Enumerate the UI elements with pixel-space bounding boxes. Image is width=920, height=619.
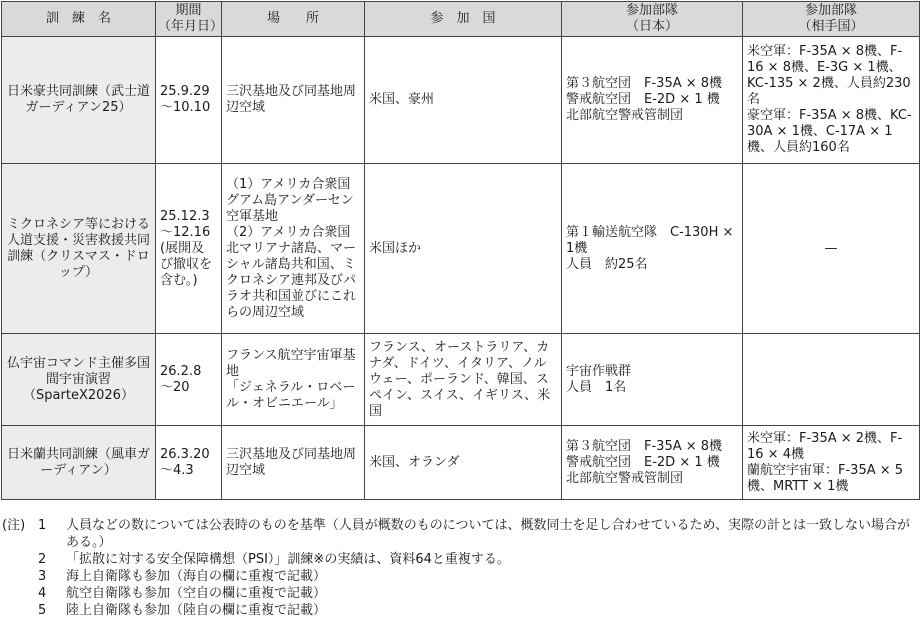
note-number: 2 — [38, 552, 47, 567]
exercise-countries: 米国、オランダ — [365, 426, 562, 500]
exercise-units-partner: 米空軍：F-35A × 8機、F-16 × 8機、E-3G × 1機、KC-135 × 2機、人員約230名 豪空軍：F-35A × 8機、KC-30A × 1機、C-17A × 1機、人員約160名 — [743, 37, 920, 164]
exercise-period: 26.2.8 〜20 — [156, 334, 222, 426]
notes-label: (注) — [2, 518, 26, 533]
exercise-period: 26.3.20 〜4.3 — [156, 426, 222, 500]
exercise-units-partner: — — [743, 164, 920, 334]
note-text: 「拡散に対する安全保障構想（PSI）」訓練※の実績は、資料64と重複する。 — [66, 552, 510, 567]
note-text: 海上自衛隊も参加（海自の欄に重複で記載） — [66, 569, 327, 584]
header-countries: 参 加 国 — [365, 2, 562, 37]
exercise-units-japan: 第３航空団 F-35A × 8機 警戒航空団 E-2D × 1 機 北部航空警戒管制団 — [562, 426, 743, 500]
header-units-partner: 参加部隊 （相手国） — [743, 2, 920, 37]
header-row — [2, 2, 920, 37]
exercise-name: 日米豪共同訓練（武士道ガーディアン25） — [2, 37, 156, 164]
note-text: 人員などの数については公表時のものを基準（人員が概数のものについては、概数同士を足し合わせているため、実際の計とは一致しない場合がある。） — [66, 518, 910, 550]
exercise-countries: フランス、オーストラリア、カナダ、ドイツ、イタリア、ノルウェー、ポーランド、韓国、スペイン、スイス、イギリス、米国 — [365, 334, 562, 426]
note-item — [2, 568, 918, 585]
exercise-name: 日米蘭共同訓練（風車ガーディアン） — [2, 426, 156, 500]
note-text: 陸上自衛隊も参加（陸自の欄に重複で記載） — [66, 603, 327, 618]
exercise-location: フランス航空宇宙軍基地 「ジェネラル・ロベール・オビニエール」 — [222, 334, 365, 426]
note-item — [2, 585, 918, 602]
exercise-units-japan: 第１輸送航空隊 C-130H × 1機 人員 約25名 — [562, 164, 743, 334]
exercise-countries: 米国、豪州 — [365, 37, 562, 164]
exercise-location: 三沢基地及び同基地周辺空域 — [222, 37, 365, 164]
exercise-units-partner: 米空軍：F-35A × 2機、F-16 × 4機 蘭航空宇宙軍：F-35A × 5機、MRTT × 1機 — [743, 426, 920, 500]
exercise-units-japan: 宇宙作戦群 人員 1名 — [562, 334, 743, 426]
note-number: 5 — [38, 603, 47, 618]
header-units-japan: 参加部隊 （日本） — [562, 2, 743, 37]
exercise-countries: 米国ほか — [365, 164, 562, 334]
notes-section — [2, 517, 918, 619]
note-number: 3 — [38, 569, 47, 584]
note-number: 1 — [38, 518, 47, 533]
table-row — [2, 37, 920, 164]
exercise-location: 三沢基地及び同基地周辺空域 — [222, 426, 365, 500]
exercise-table — [1, 1, 920, 500]
note-number: 4 — [38, 586, 47, 601]
note-item — [2, 602, 918, 619]
note-item — [2, 517, 918, 551]
exercise-name: 仏宇宙コマンド主催多国間宇宙演習（SparteX2026） — [2, 334, 156, 426]
exercise-location: （1）アメリカ合衆国グアム島アンダーセン空軍基地 （2）アメリカ合衆国北マリアナ諸島、マーシャル諸島共和国、ミクロネシア連邦及びパラオ共和国並びにこれらの周辺空域 — [222, 164, 365, 334]
header-name: 訓 練 名 — [2, 2, 156, 37]
exercise-period: 25.9.29 〜10.10 — [156, 37, 222, 164]
exercise-name: ミクロネシア等における人道支援・災害救援共同訓練（クリスマス・ドロップ） — [2, 164, 156, 334]
note-text: 航空自衛隊も参加（空自の欄に重複で記載） — [66, 586, 327, 601]
header-period: 期間 （年月日） — [156, 2, 222, 37]
table-row — [2, 426, 920, 500]
exercise-period: 25.12.3 〜12.16 (展開及び撤収を含む。) — [156, 164, 222, 334]
table-row — [2, 334, 920, 426]
note-item — [2, 551, 918, 568]
header-location: 場 所 — [222, 2, 365, 37]
exercise-units-partner — [743, 334, 920, 426]
exercise-units-japan: 第３航空団 F-35A × 8機 警戒航空団 E-2D × 1 機 北部航空警戒管制団 — [562, 37, 743, 164]
table-row — [2, 164, 920, 334]
